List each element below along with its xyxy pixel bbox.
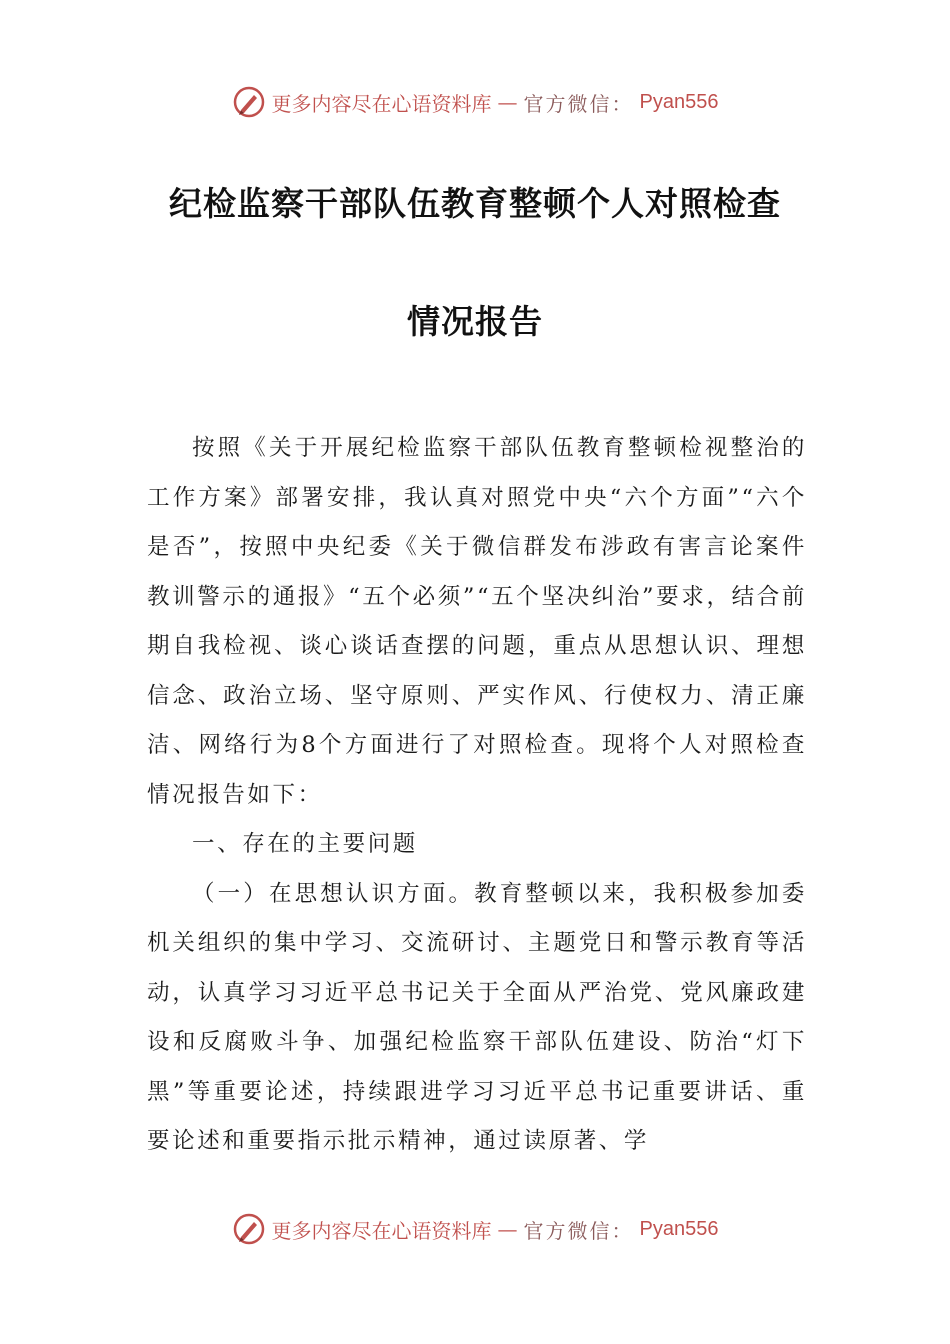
pen-logo-icon (232, 85, 266, 119)
watermark-wechat-id: Pyan556 (639, 90, 719, 113)
section-heading: 一、存在的主要问题 (192, 831, 418, 857)
watermark-banner-top (0, 82, 950, 122)
body-paragraph-intro: 按照《关于开展纪检监察干部队伍教育整顿检视整治的工作方案》部署安排，我认真对照党中央“六个方面”“六个是否”，按照中央纪委《关于微信群发布涉政有害言论案件教训警示的通报》“五个必须”“五个坚决纠治”要求，结合前期自我检视、谈心谈话查摆的问题，重点从思想认识、理想信念、政治立场、坚守原则、严实作风、行使权力、清正廉洁、网络行为8个方面进行了对照检查。现将个人对照检查情况报告如下： (147, 435, 807, 808)
document-title-line-2: 情况报告 (407, 302, 543, 341)
document-title-line-1: 纪检监察干部队伍教育整顿个人对照检查 (169, 184, 781, 223)
watermark-official-label: 官方微信： (523, 1218, 634, 1243)
watermark-dash: — (497, 1217, 518, 1241)
watermark-official-label: 官方微信： (523, 91, 634, 116)
watermark-wechat-id: Pyan556 (639, 1217, 719, 1240)
pen-logo-icon (232, 1212, 266, 1246)
watermark-dash: — (497, 90, 518, 114)
watermark-banner-bottom (0, 1209, 950, 1249)
watermark-brand: 更多内容尽在心语资料库 (271, 91, 492, 116)
watermark-brand: 更多内容尽在心语资料库 (271, 1218, 492, 1243)
body-paragraph-thinking: （一）在思想认识方面。教育整顿以来，我积极参加委机关组织的集中学习、交流研讨、主题党日和警示教育等活动，认真学习习近平总书记关于全面从严治党、党风廉政建设和反腐败斗争、加强纪检监察干部队伍建设、防治“灯下黑”等重要论述，持续跟进学习习近平总书记重要讲话、重要论述和重要指示批示精神，通过读原著、学 (147, 880, 807, 1154)
document-body (147, 424, 807, 1167)
